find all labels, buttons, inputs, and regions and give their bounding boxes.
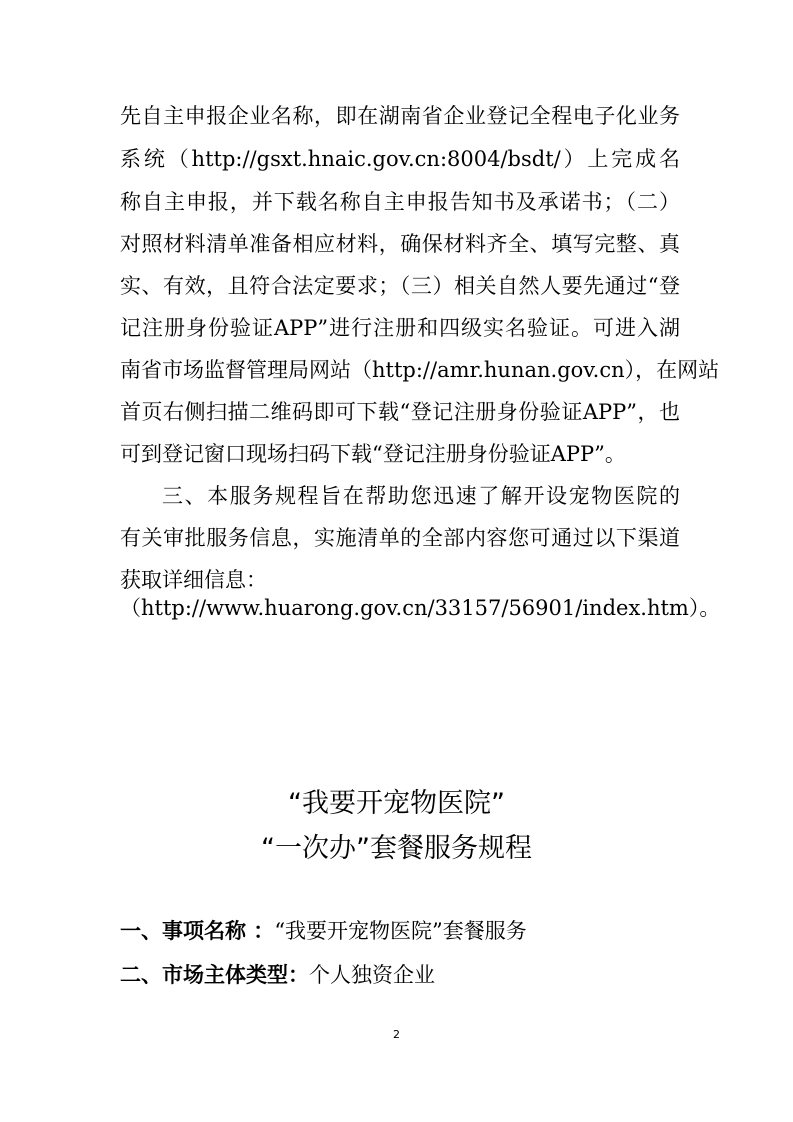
paragraph-line: 有关审批服务信息，实施清单的全部内容您可通过以下渠道 xyxy=(120,526,680,550)
item-value: “我要开宠物医院”套餐服务 xyxy=(274,919,527,943)
paragraph-line: 首页右侧扫描二维码即可下载“登记注册身份验证APP”，也 xyxy=(120,400,680,424)
item-matter-name xyxy=(120,916,680,946)
item-value: 个人独资企业 xyxy=(309,963,435,987)
paragraph-line: 实、有效，且符合法定要求；（三）相关自然人要先通过“登 xyxy=(120,274,680,298)
paragraph-line: 可到登记窗口现场扫码下载“登记注册身份验证APP”。 xyxy=(120,442,626,466)
info-url-line: （http://www.huarong.gov.cn/33157/56901/index.htm）。 xyxy=(120,596,721,620)
paragraph-line: 获取详细信息： xyxy=(120,568,267,592)
paragraph-line: 三、本服务规程旨在帮助您迅速了解开设宠物医院的 xyxy=(162,484,680,508)
page-subtitle: “一次办”套餐服务规程 xyxy=(261,833,532,864)
paragraph-line: 系统（http://gsxt.hnaic.gov.cn:8004/bsdt/）上完成名 xyxy=(120,147,680,171)
page-title: “我要开宠物医院” xyxy=(288,788,505,819)
paragraph-line: 记注册身份验证APP”进行注册和四级实名验证。可进入湖 xyxy=(120,316,680,340)
item-entity-type xyxy=(120,960,680,990)
paragraph-line: 对照材料清单准备相应材料，确保材料齐全、填写完整、真 xyxy=(120,232,680,256)
item-label: 一、事项名称 ： xyxy=(120,919,275,943)
paragraph-line: 先自主申报企业名称，即在湖南省企业登记全程电子化业务 xyxy=(120,104,680,128)
paragraph-line: 南省市场监督管理局网站（http://amr.hunan.gov.cn），在网站 xyxy=(120,358,720,382)
page-number: 2 xyxy=(393,1028,400,1041)
paragraph-line: 称自主申报，并下载名称自主申报告知书及承诺书；（二） xyxy=(120,190,680,214)
item-label: 二、市场主体类型： xyxy=(120,963,309,987)
